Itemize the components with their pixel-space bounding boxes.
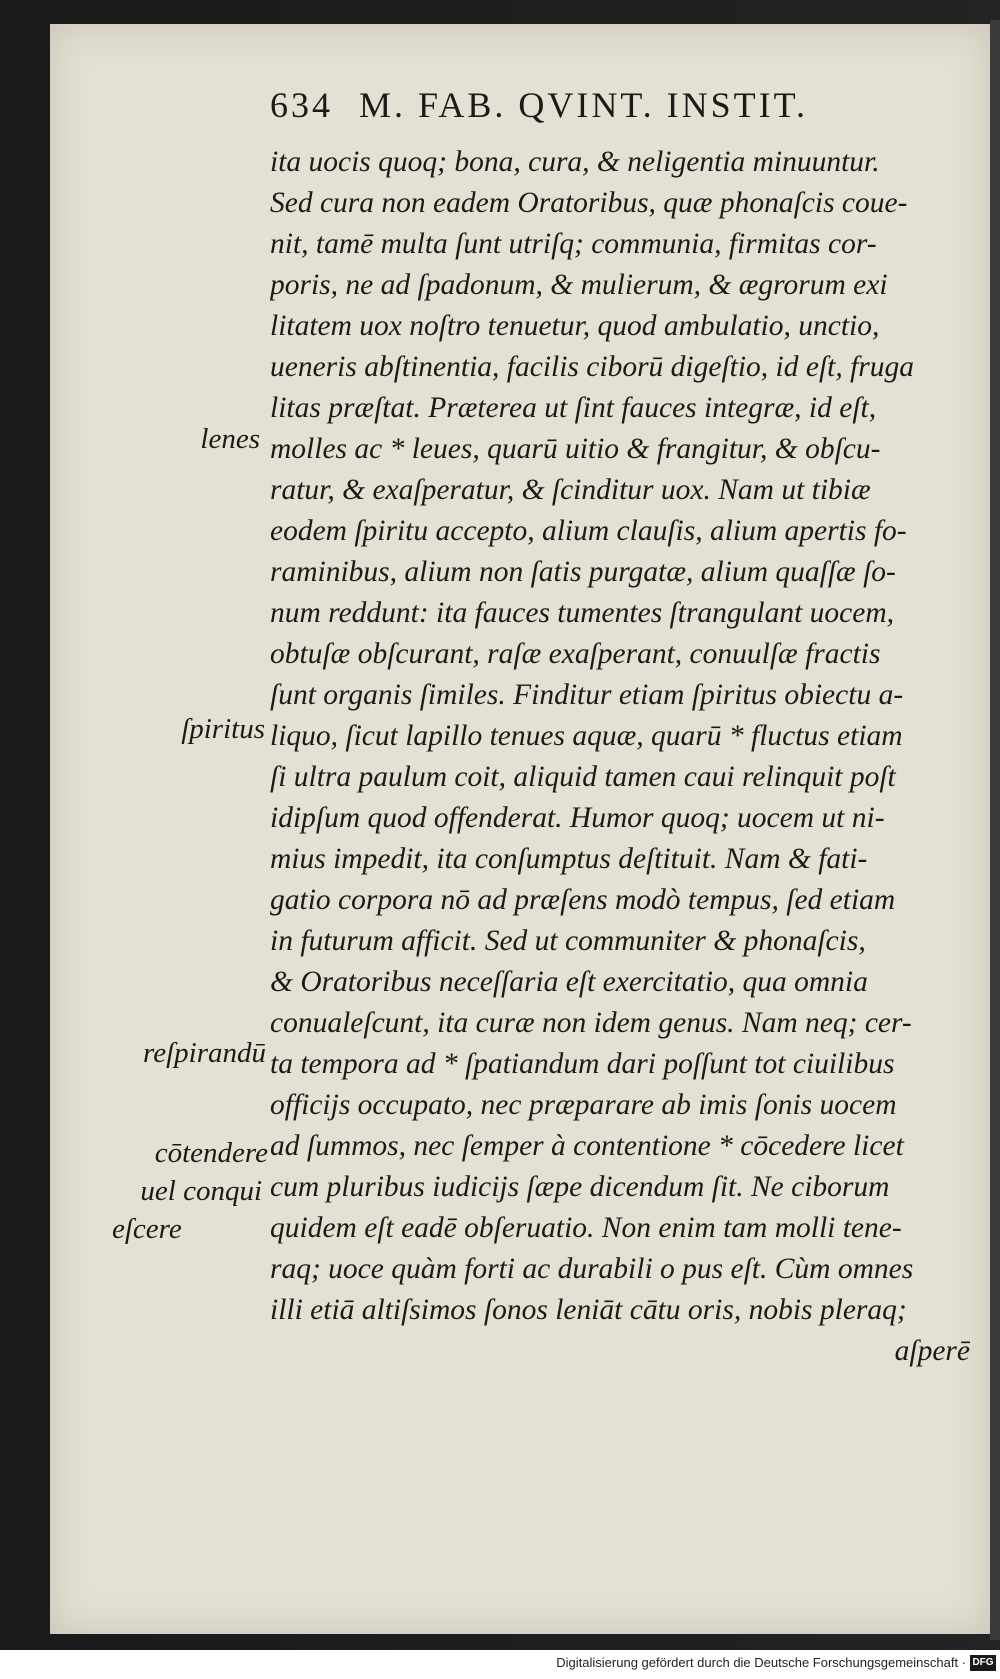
text-line: ratur, & exaſperatur, & ſcinditur uox. Nam ut tibiæ — [270, 474, 871, 506]
text-line: raq; uoce quàm forti ac durabili o pus eſt. Cùm omnes — [270, 1253, 914, 1285]
running-head-title: M. FAB. QVINT. INSTIT. — [359, 85, 808, 125]
text-line: ueneris abſtinentia, facilis ciborū digeſtio, id eſt, fruga — [270, 351, 915, 383]
text-line: raminibus, alium non ſatis purgatæ, alium quaſſæ ſo- — [270, 556, 896, 588]
marginal-note-cotendere — [110, 1134, 268, 1248]
text-line: nit, tamē multa ſunt utriſq; communia, firmitas cor- — [270, 228, 877, 260]
text-line: in futurum afficit. Sed ut communiter & phonaſcis, — [270, 925, 866, 957]
text-line: & Oratoribus neceſſaria eſt exercitatio, qua omnia — [270, 966, 868, 998]
text-line: Sed cura non eadem Oratoribus, quæ phonaſcis coue- — [270, 187, 908, 219]
running-header — [270, 84, 920, 134]
text-line: liquo, ſicut lapillo tenues aquæ, quarū * fluctus etiam — [270, 720, 903, 752]
text-line: gatio corpora nō ad præſens modò tempus, ſed etiam — [270, 884, 896, 916]
text-line: mius impedit, ita conſumptus deſtituit. Nam & fati- — [270, 843, 868, 875]
page-number: 634 — [270, 85, 333, 125]
text-line: quidem eſt eadē obſeruatio. Non enim tam molli tene- — [270, 1212, 902, 1244]
text-line: num reddunt: ita fauces tumentes ſtrangulant uocem, — [270, 597, 895, 629]
text-line: ita uocis quoq; bona, cura, & neligentia minuuntur. — [270, 146, 880, 178]
text-line: conualeſcunt, ita curæ non idem genus. Nam neq; cer- — [270, 1007, 912, 1039]
text-line: ſi ultra paulum coit, aliquid tamen caui relinquit poſt — [270, 761, 896, 793]
text-line: cum pluribus iudicijs ſæpe dicendum ſit. Ne ciborum — [270, 1171, 890, 1203]
text-line: officijs occupato, nec præparare ab imis ſonis uocem — [270, 1089, 897, 1121]
digitization-credit: Digitalisierung gefördert durch die Deutsche Forschungsgemeinschaft · — [556, 1655, 966, 1670]
catchword: aſperē — [894, 1335, 970, 1367]
dfg-logo: DFG — [970, 1655, 996, 1671]
text-line: ta tempora ad * ſpatiandum dari poſſunt tot ciuilibus — [270, 1048, 895, 1080]
text-line: litas præſtat. Præterea ut ſint fauces integræ, id eſt, — [270, 392, 877, 424]
marginal-note-spiritus: ſpiritus — [181, 713, 265, 745]
marginal-note-line: uel conqui — [140, 1175, 262, 1207]
text-line: poris, ne ad ſpadonum, & mulierum, & ægrorum exi — [270, 269, 888, 301]
page-edge — [990, 20, 1000, 1640]
marginal-note-lenes: lenes — [200, 423, 260, 455]
footer-bar — [0, 1650, 1000, 1679]
text-line: idipſum quod offenderat. Humor quoq; uocem ut ni- — [270, 802, 885, 834]
text-line: obtuſæ obſcurant, raſæ exaſperant, conuulſæ fractis — [270, 638, 881, 670]
body-text — [270, 142, 970, 1372]
text-line: ad ſummos, nec ſemper à contentione * cōcedere licet — [270, 1130, 904, 1162]
text-line: illi etiā altiſsimos ſonos leniāt cātu oris, nobis pleraq; — [270, 1294, 907, 1326]
text-line: eodem ſpiritu accepto, alium clauſis, alium apertis fo- — [270, 515, 907, 547]
marginal-note-line: cōtendere — [154, 1137, 268, 1169]
text-line: litatem uox noſtro tenuetur, quod ambulatio, unctio, — [270, 310, 880, 342]
marginal-note-line: eſcere — [112, 1213, 182, 1245]
text-line: molles ac * leues, quarū uitio & frangitur, & obſcu- — [270, 433, 881, 465]
text-line: ſunt organis ſimiles. Finditur etiam ſpiritus obiectu a- — [270, 679, 904, 711]
marginal-note-respirandu: reſpirandū — [143, 1037, 266, 1069]
